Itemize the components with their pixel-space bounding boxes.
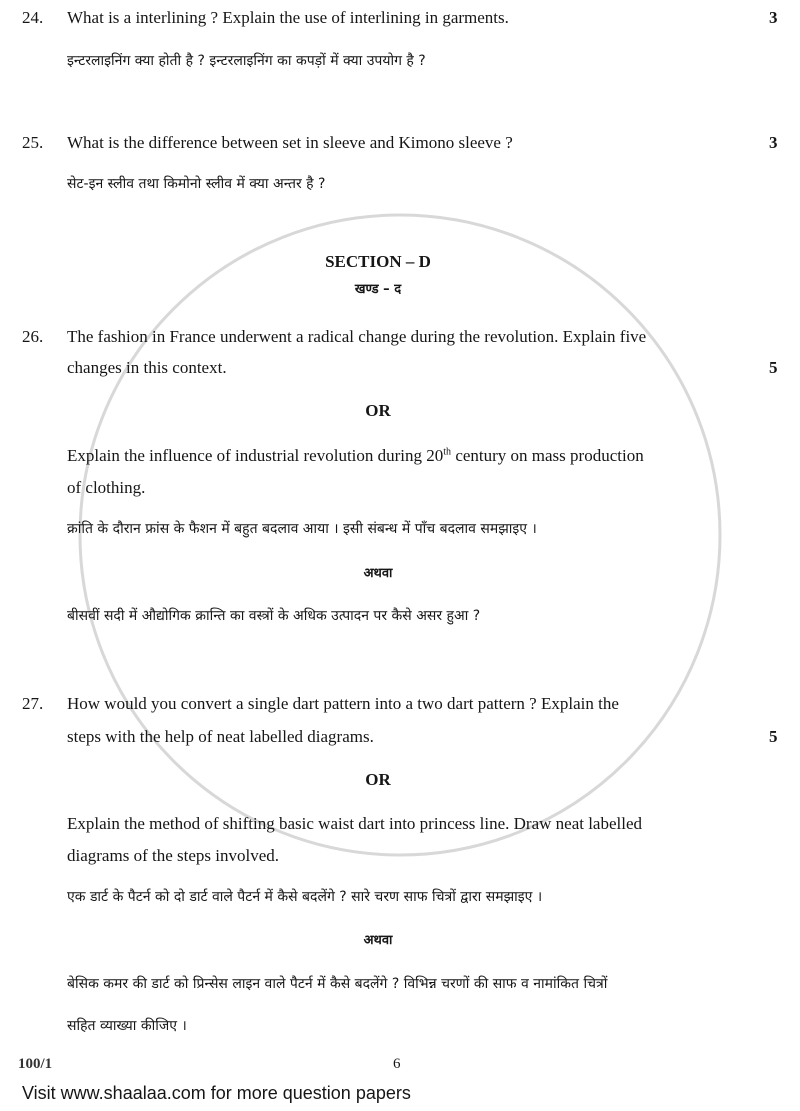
text: century on mass production [451,446,644,465]
paper-code: 100/1 [18,1056,53,1072]
question-text: What is the difference between set in sleeve and Kimono sleeve ? [67,133,513,152]
alt-question-text-hindi: सहित व्याख्या कीजिए । [67,1018,187,1034]
question-number: 24. [22,8,44,27]
question-number: 27. [22,694,44,713]
question-text-hindi: क्रांति के दौरान फ्रांस के फैशन में बहुत बदलाव आया । इसी संबन्ध में पाँच बदलाव समझाइए । [67,521,537,537]
question-marks: 3 [769,133,778,152]
alt-question-text: Explain the method of shifting basic waist dart into princess line. Draw neat labelled [67,814,643,833]
athava-label: अथवा [363,933,393,948]
or-label: OR [365,401,391,420]
alt-question-text: of clothing. [67,478,146,497]
question-marks: 5 [769,727,778,746]
question-text: What is a interlining ? Explain the use of interlining in garments. [67,8,509,27]
alt-question-text-hindi: बेसिक कमर की डार्ट को प्रिन्सेस लाइन वाले पैटर्न में कैसे बदलेंगे ? विभिन्न चरणों की साफ व नामांकित चित्रों [67,976,608,992]
alt-question-text: diagrams of the steps involved. [67,846,279,865]
question-text: steps with the help of neat labelled diagrams. [67,727,374,746]
or-label: OR [365,770,391,789]
question-marks: 5 [769,358,778,377]
question-text-hindi: इन्टरलाइनिंग क्या होती है ? इन्टरलाइनिंग का कपड़ों में क्या उपयोग है ? [67,53,426,69]
question-text: changes in this context. [67,358,227,377]
alt-question-text-hindi: बीसवीं सदी में औद्योगिक क्रान्ति का वस्त्रों के अधिक उत्पादन पर कैसे असर हुआ ? [67,608,481,624]
question-text: How would you convert a single dart pattern into a two dart pattern ? Explain the [67,694,619,713]
athava-label: अथवा [363,566,393,581]
text: Explain the influence of industrial revolution during 20 [67,446,444,465]
question-number: 26. [22,327,44,346]
alt-question-text [67,446,644,466]
question-marks: 3 [769,8,778,27]
section-title-hindi: खण्ड – द [354,282,402,297]
section-title: SECTION – D [325,252,431,271]
page-number: 6 [393,1056,401,1072]
question-text: The fashion in France underwent a radical change during the revolution. Explain five [67,327,647,346]
question-number: 25. [22,133,44,152]
question-text-hindi: एक डार्ट के पैटर्न को दो डार्ट वाले पैटर्न में कैसे बदलेंगे ? सारे चरण साफ चित्रों द्वारा समझाइए । [67,889,543,905]
footer-visit-link[interactable]: Visit www.shaalaa.com for more question papers [22,1083,411,1103]
question-text-hindi: सेट-इन स्लीव तथा किमोनो स्लीव में क्या अन्तर है ? [67,176,326,192]
superscript: th [443,446,452,458]
